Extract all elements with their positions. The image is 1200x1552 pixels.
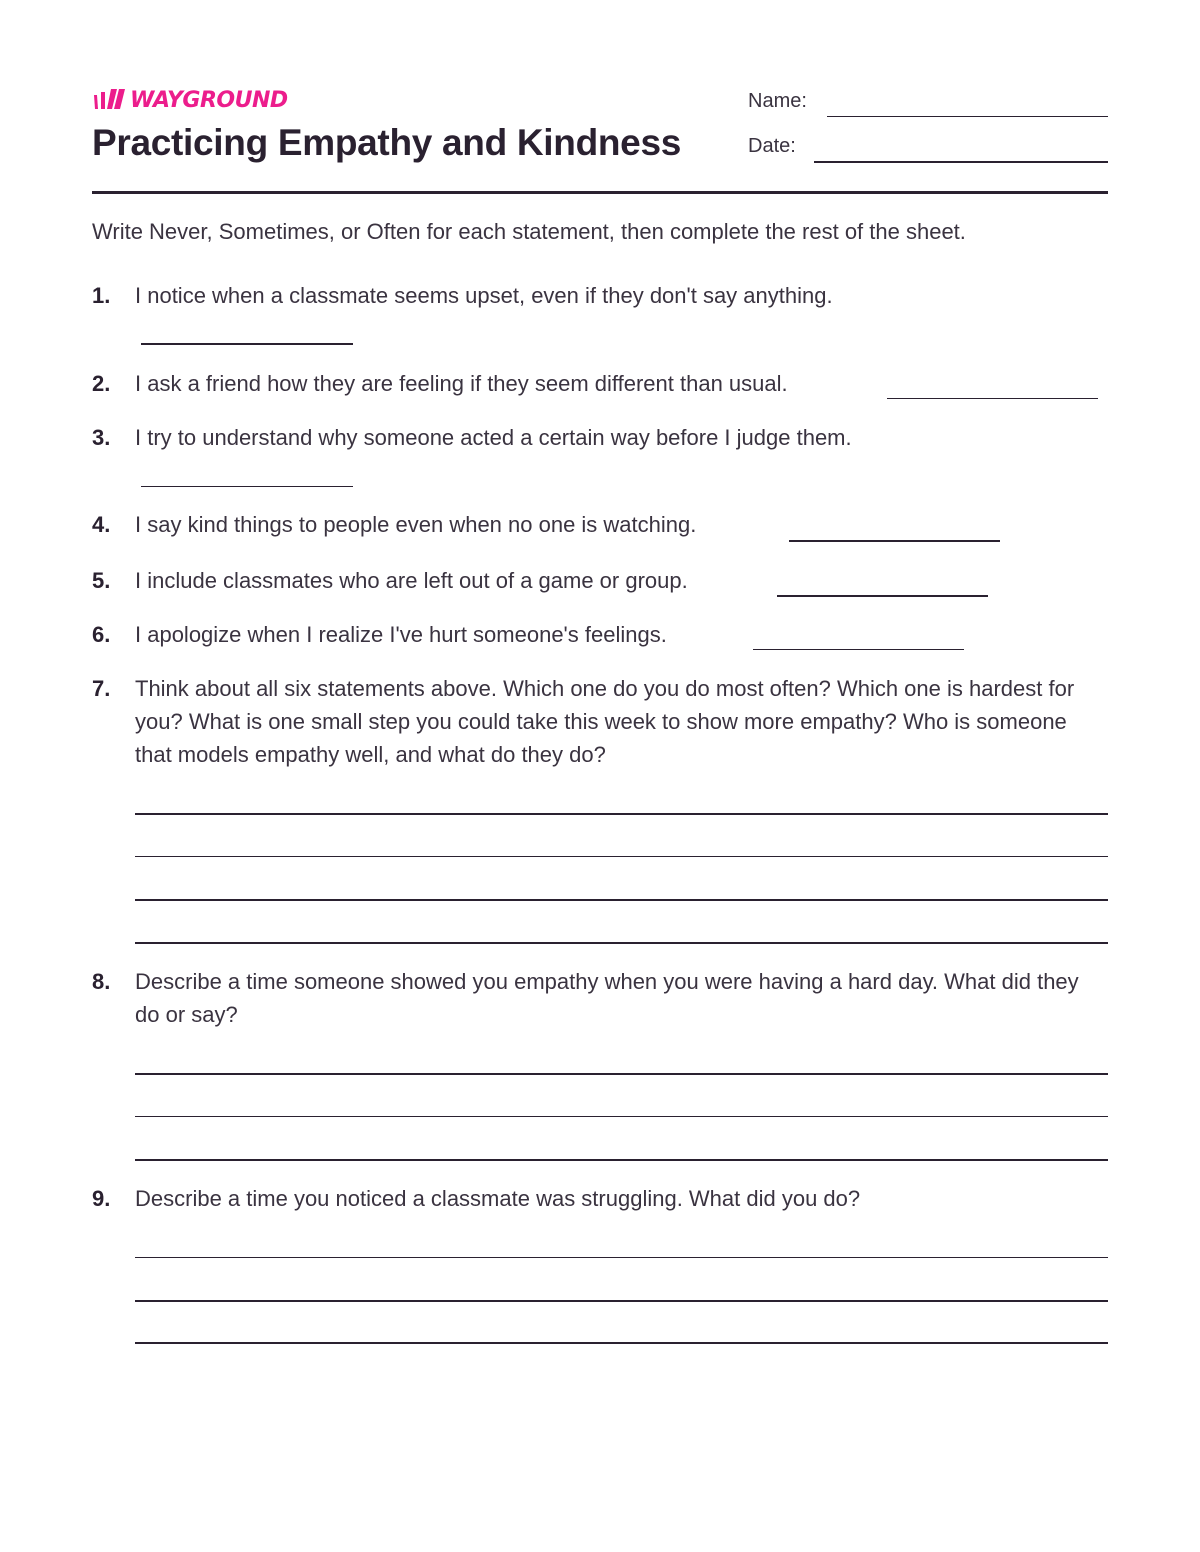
question-text: I apologize when I realize I've hurt someone's feelings. bbox=[135, 622, 667, 647]
answer-blank-1[interactable] bbox=[141, 343, 353, 345]
writing-line[interactable] bbox=[135, 1159, 1108, 1161]
writing-line[interactable] bbox=[135, 1257, 1108, 1258]
question-number: 1. bbox=[92, 283, 111, 308]
date-label: Date: bbox=[748, 135, 796, 157]
instructions: Write Never, Sometimes, or Often for each statement, then complete the rest of the sheet. bbox=[92, 219, 966, 244]
brand-name: WAYGROUND bbox=[130, 87, 288, 113]
answer-blank-6[interactable] bbox=[753, 649, 964, 650]
writing-line[interactable] bbox=[135, 942, 1108, 944]
question-text: I notice when a classmate seems upset, even if they don't say anything. bbox=[135, 283, 833, 308]
question-number: 9. bbox=[92, 1186, 111, 1211]
date-field[interactable] bbox=[814, 161, 1108, 163]
question-number: 2. bbox=[92, 371, 111, 396]
name-label: Name: bbox=[748, 90, 807, 112]
writing-line[interactable] bbox=[135, 1300, 1108, 1302]
question-number: 4. bbox=[92, 512, 111, 537]
answer-blank-4[interactable] bbox=[789, 540, 1000, 542]
writing-line[interactable] bbox=[135, 899, 1108, 901]
answer-blank-5[interactable] bbox=[777, 595, 988, 597]
question-number: 6. bbox=[92, 622, 111, 647]
brand-logo bbox=[92, 86, 288, 114]
question-text: Think about all six statements above. Which one do you do most often? Which one is hardest for you? What is one small step you could take this week to show more empathy? Who is someone that models empathy well, and what do they do? bbox=[135, 676, 1075, 767]
question-number: 8. bbox=[92, 969, 111, 994]
header-divider bbox=[92, 191, 1108, 194]
writing-line[interactable] bbox=[135, 1073, 1108, 1075]
question-text: I say kind things to people even when no one is watching. bbox=[135, 512, 697, 537]
worksheet-title: Practicing Empathy and Kindness bbox=[92, 122, 682, 163]
writing-line[interactable] bbox=[135, 856, 1108, 857]
question-text: I ask a friend how they are feeling if they seem different than usual. bbox=[135, 371, 788, 396]
answer-blank-2[interactable] bbox=[887, 398, 1098, 399]
question-number: 7. bbox=[92, 676, 111, 701]
wayground-logo-icon bbox=[92, 89, 126, 111]
question-text: Describe a time you noticed a classmate was struggling. What did you do? bbox=[135, 1186, 861, 1211]
question-number: 3. bbox=[92, 425, 111, 450]
name-field[interactable] bbox=[827, 116, 1108, 117]
question-text: I include classmates who are left out of a game or group. bbox=[135, 568, 688, 593]
writing-line[interactable] bbox=[135, 813, 1108, 815]
writing-line[interactable] bbox=[135, 1116, 1108, 1117]
answer-blank-3[interactable] bbox=[141, 486, 353, 487]
question-number: 5. bbox=[92, 568, 111, 593]
question-text: Describe a time someone showed you empathy when you were having a hard day. What did they do or say? bbox=[135, 969, 1079, 1027]
writing-line[interactable] bbox=[135, 1342, 1108, 1344]
question-text: I try to understand why someone acted a certain way before I judge them. bbox=[135, 425, 852, 450]
